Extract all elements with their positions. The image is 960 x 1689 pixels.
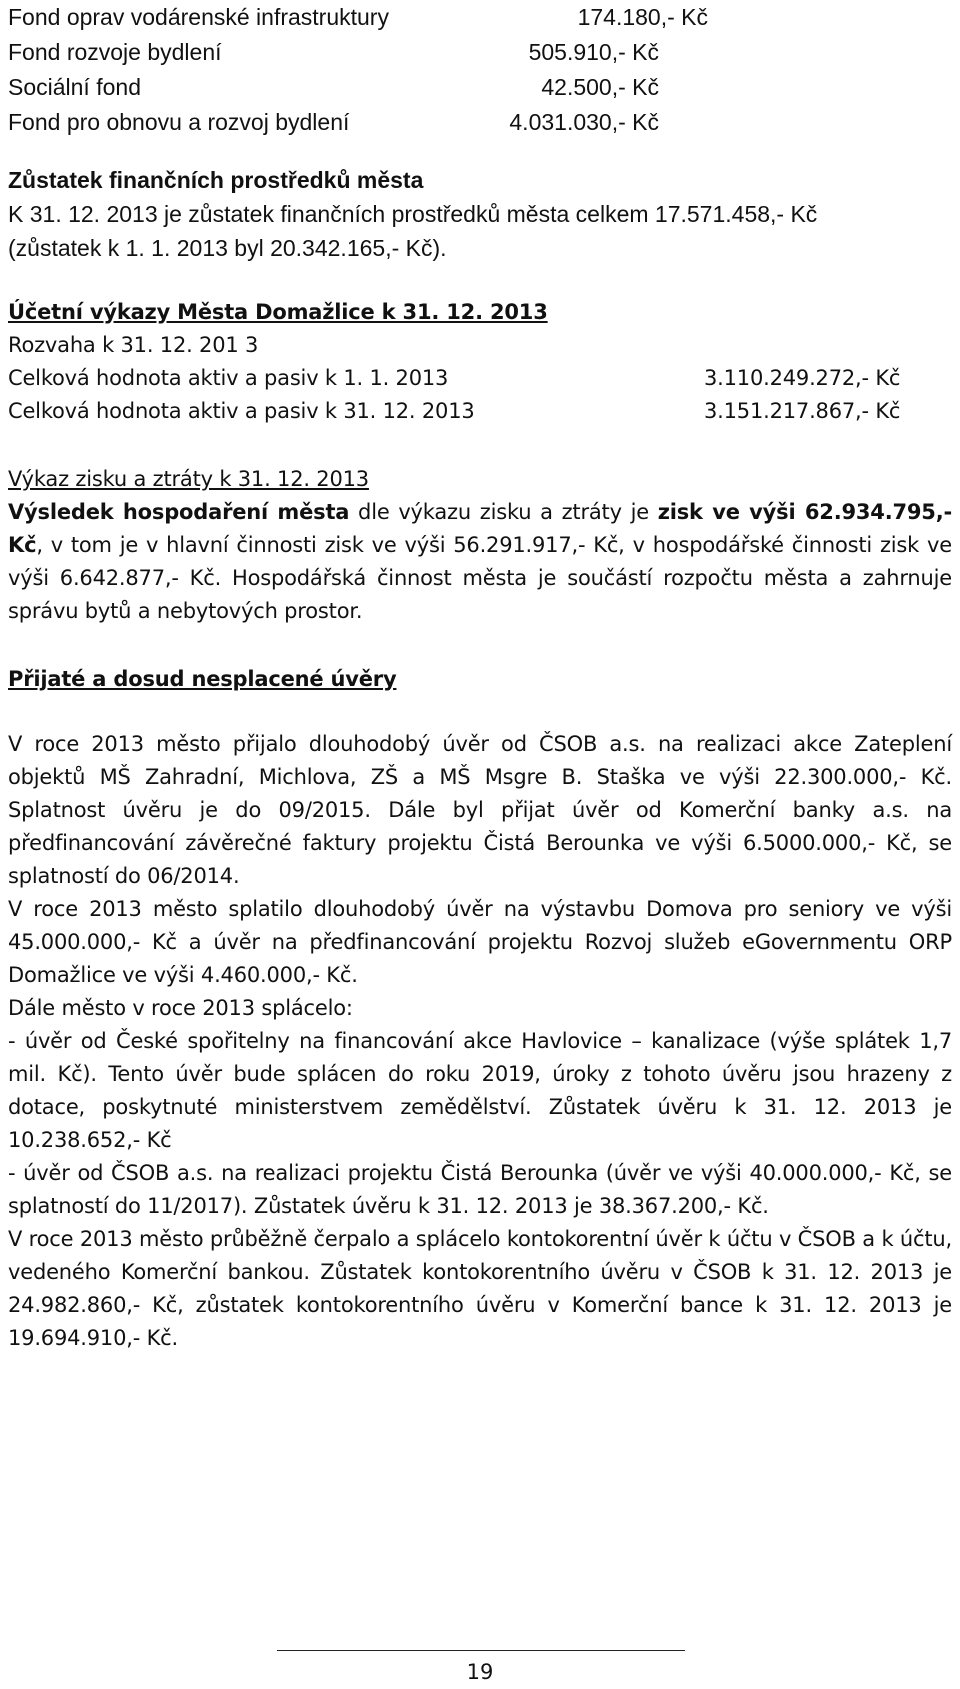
uvery-paragraph: V roce 2013 město přijalo dlouhodobý úvěr od ČSOB a.s. na realizaci akce Zateplení objektů MŠ Zahradní, Michlova, ZŠ a MŠ Msgre B. Staška ve výši 22.300.000,- Kč. Splatnost úvěru je do 09/2015. Dále byl přijat úvěr od Komerční banky a.s. na předfinancování závěrečné faktury projektu Čistá Berounka ve výši 6.5000.000,- Kč, se splatností do 06/2014. xyxy=(8,732,952,888)
vykazy-section xyxy=(8,296,952,428)
fund-name: Fond oprav vodárenské infrastruktury xyxy=(8,4,389,30)
fund-list xyxy=(8,0,708,140)
zustatek-section xyxy=(8,163,952,265)
vysledek-section xyxy=(8,463,952,628)
uvery-heading: Přijaté a dosud nesplacené úvěry xyxy=(8,667,397,691)
fund-row xyxy=(8,70,708,105)
vysledek-text: dle výkazu zisku a ztráty je xyxy=(349,500,658,524)
rozvaha-title: Rozvaha k 31. 12. 201 3 xyxy=(8,333,259,357)
fund-amount: 505.910,- Kč xyxy=(528,39,659,65)
fund-row xyxy=(8,35,708,70)
fund-row xyxy=(8,0,708,35)
fund-amount: 42.500,- Kč xyxy=(541,74,659,100)
rozvaha-row xyxy=(8,362,952,395)
rozvaha-label: Celková hodnota aktiv a pasiv k 1. 1. 2013 xyxy=(8,366,449,390)
rozvaha-label: Celková hodnota aktiv a pasiv k 31. 12. 2013 xyxy=(8,399,475,423)
rozvaha-value: 3.110.249.272,- Kč xyxy=(704,366,901,390)
vysledek-title: Výkaz zisku a ztráty k 31. 12. 2013 xyxy=(8,467,369,491)
vysledek-profit: zisk ve výši 62.934.795,- Kč xyxy=(8,500,953,557)
uvery-paragraph: Dále město v roce 2013 splácelo: xyxy=(8,996,353,1020)
uvery-paragraph: - úvěr od ČSOB a.s. na realizaci projektu Čistá Berounka (úvěr ve výši 40.000.000,- Kč, se splatností do 11/2017). Zůstatek úvěru k 31. 12. 2013 je 38.367.200,- Kč. xyxy=(8,1161,952,1218)
fund-name: Sociální fond xyxy=(8,74,141,100)
vykazy-heading: Účetní výkazy Města Domažlice k 31. 12. 2013 xyxy=(8,300,548,324)
vysledek-label: Výsledek hospodaření města xyxy=(8,500,350,524)
uvery-paragraph: - úvěr od České spořitelny na financování akce Havlovice – kanalizace (výše splátek 1,7 mil. Kč). Tento úvěr bude splácen do roku 2019, úroky z tohoto úvěru jsou hrazeny z dotace, poskytnuté ministerstvem zemědělství. Zůstatek úvěru k 31. 12. 2013 je 10.238.652,- Kč xyxy=(8,1029,952,1152)
footer-divider xyxy=(277,1650,685,1651)
zustatek-text: K 31. 12. 2013 je zůstatek finančních prostředků města celkem 17.571.458,- Kč (zůstatek k 1. 1. 2013 byl 20.342.165,- Kč). xyxy=(8,201,818,261)
uvery-paragraph: V roce 2013 město průběžně čerpalo a splácelo kontokorentní úvěr k účtu v ČSOB a k účtu, vedeného Komerční bankou. Zůstatek kontokorentního úvěru v ČSOB k 31. 12. 2013 je 24.982.860,- Kč, zůstatek kontokorentního úvěru v Komerční bance k 31. 12. 2013 je 19.694.910,- Kč. xyxy=(8,1227,952,1350)
rozvaha-row xyxy=(8,395,952,428)
uvery-paragraph: V roce 2013 město splatilo dlouhodobý úvěr na výstavbu Domova pro seniory ve výši 45.000.000,- Kč a úvěr na předfinancování projektu Rozvoj služeb eGovernmentu ORP Domažlice ve výši 4.460.000,- Kč. xyxy=(8,897,952,987)
fund-name: Fond rozvoje bydlení xyxy=(8,39,222,65)
fund-amount: 4.031.030,- Kč xyxy=(509,109,659,135)
page-number: 19 xyxy=(466,1660,494,1684)
rozvaha-value: 3.151.217.867,- Kč xyxy=(704,399,901,423)
fund-row xyxy=(8,105,708,140)
vysledek-text-rest: , v tom je v hlavní činnosti zisk ve výši 56.291.917,- Kč, v hospodářské činnosti zisk ve výši 6.642.877,- Kč. Hospodářská činnost města je součástí rozpočtu města a zahrnuje správu bytů a nebytových prostor. xyxy=(8,533,952,623)
zustatek-heading: Zůstatek finančních prostředků města xyxy=(8,167,424,193)
fund-amount: 174.180,- Kč xyxy=(577,4,708,30)
fund-name: Fond pro obnovu a rozvoj bydlení xyxy=(8,109,350,135)
vysledek-paragraph xyxy=(8,496,952,628)
uvery-section xyxy=(8,663,952,1355)
